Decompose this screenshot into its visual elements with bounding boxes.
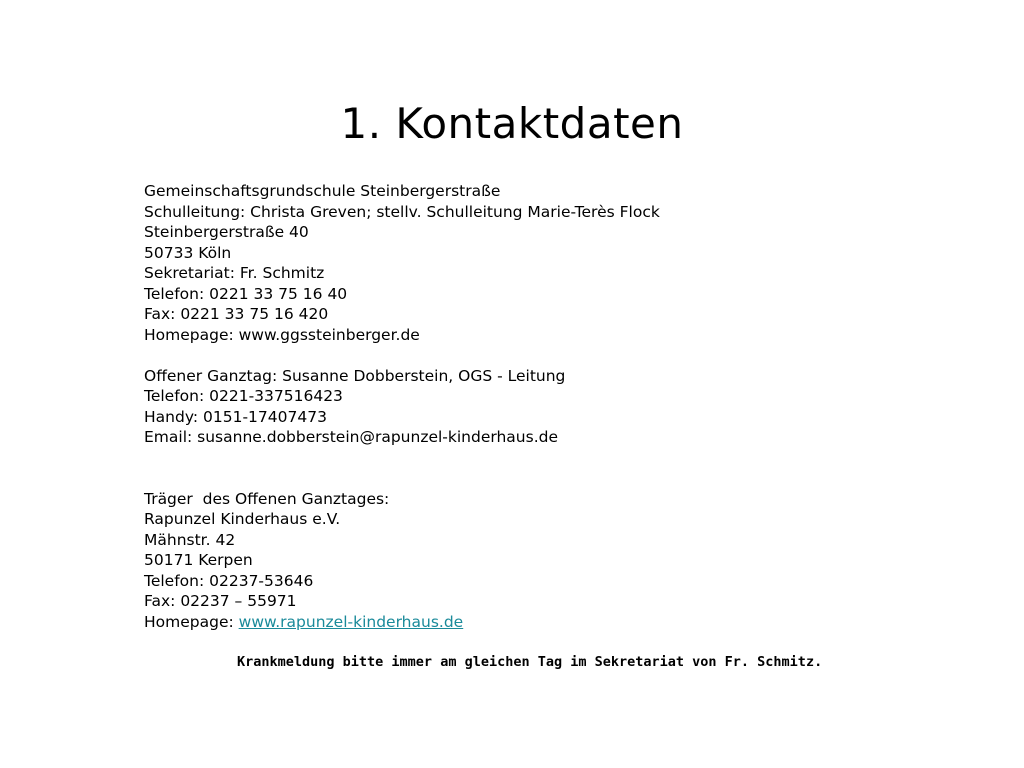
- traeger-contact-block: [144, 489, 964, 633]
- page-title: 1. Kontaktdaten: [340, 99, 684, 149]
- traeger-street: Mähnstr. 42: [144, 530, 236, 549]
- traeger-homepage-link[interactable]: www.rapunzel-kinderhaus.de: [238, 612, 464, 631]
- school-contact-block: [144, 181, 964, 345]
- school-street: Steinbergerstraße 40: [144, 223, 309, 241]
- traeger-city: 50171 Kerpen: [144, 551, 253, 569]
- spacer: [144, 345, 964, 366]
- school-name: Gemeinschaftsgrundschule Steinbergerstraße: [144, 182, 501, 200]
- sick-note-notice: Krankmeldung bitte immer am gleichen Tag im Sekretariat von Fr. Schmitz.: [237, 654, 823, 670]
- school-homepage: Homepage: www.ggssteinberger.de: [144, 325, 420, 344]
- traeger-fax: Fax: 02237 – 55971: [144, 592, 297, 610]
- traeger-phone: Telefon: 02237-53646: [144, 571, 314, 590]
- school-leadership: Schulleitung: Christa Greven; stellv. Schulleitung Marie-Terès Flock: [144, 202, 660, 221]
- ogs-lead: Offener Ganztag: Susanne Dobberstein, OGS - Leitung: [144, 366, 566, 385]
- ogs-phone: Telefon: 0221-337516423: [144, 387, 343, 405]
- ogs-mobile: Handy: 0151-17407473: [144, 407, 327, 426]
- school-phone: Telefon: 0221 33 75 16 40: [144, 284, 348, 303]
- ogs-email: Email: susanne.dobberstein@rapunzel-kinderhaus.de: [144, 428, 558, 446]
- spacer: [144, 448, 964, 489]
- school-fax: Fax: 0221 33 75 16 420: [144, 305, 329, 323]
- contact-content: [144, 181, 964, 632]
- traeger-heading: Träger des Offenen Ganztages:: [144, 489, 390, 508]
- school-city: 50733 Köln: [144, 243, 232, 262]
- traeger-homepage: [144, 612, 964, 633]
- traeger-name: Rapunzel Kinderhaus e.V.: [144, 510, 341, 528]
- ogs-contact-block: [144, 366, 964, 448]
- traeger-homepage-label: Homepage:: [144, 612, 239, 631]
- school-secretariat: Sekretariat: Fr. Schmitz: [144, 264, 325, 282]
